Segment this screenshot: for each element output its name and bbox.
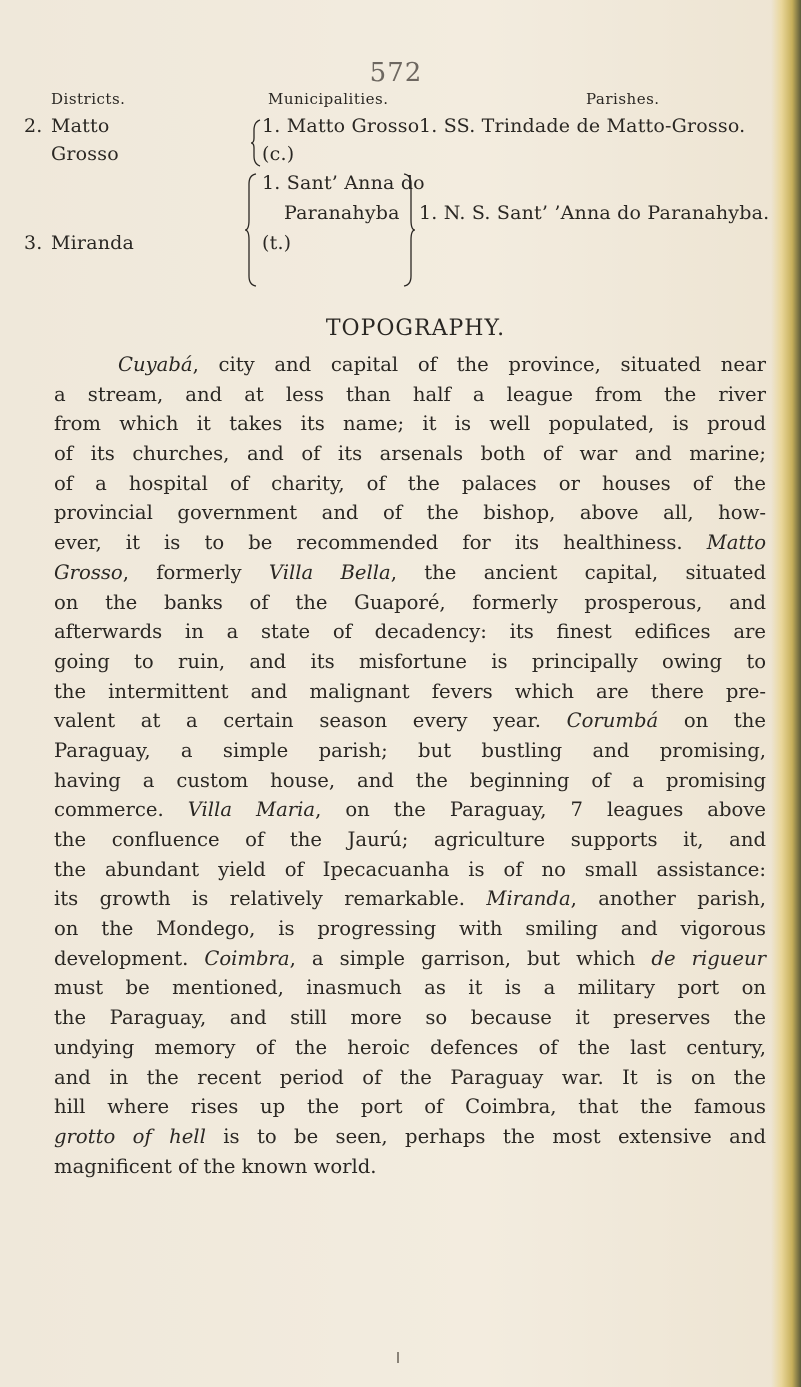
text-line: the abundant yield of Ipecacuanha is of no small assistance: [54, 857, 766, 881]
text-line: undying memory of the heroic defences of the last century, [54, 1035, 766, 1059]
body-paragraph: Cuyabá, city and capital of the province, situated near a stream, and at less than half a league from the river from which it takes its name; it is well populated, is proud of its churches, and of its arsenals both of war and marine; of a hospital of charity, of the palaces or houses of the provincial government and of the bishop, above all, how- ever, it is to be recommended for its healthiness. Matto Grosso, formerly Villa Bella, the ancient capital, situated on the banks of the Guaporé, formerly prosperous, and afterwards in a state of decadency: its finest edifices are going to ruin, and its misfortune is principally owing to the intermittent and malignant fevers which are there pre- valent at a certain season every year. Corumbá on the Paraguay, a simple parish; but bustling and promising, having a custom house, and the beginning of a promising commerce. Villa Maria, on the Paraguay, 7 leagues above the confluence of the Jaurú; agriculture supports it, and the abundant yield of Ipecacuanha is of no small assistance: its growth is relatively remarkable. Miranda, another parish, on the Mondego, is progressing with smiling and vigorous development. Coimbra, a simple garrison, but which de rigueur must be mentioned, inasmuch as it is a military port on the Paraguay, and still more so because it preserves the undying memory of the heroic defences of the last century, and in the recent period of the Paraguay war. It is on the hill where rises up the port of Coimbra, that the famous grotto of hell is to be seen, perhaps the most extensive and magnificent of the known world. [54, 350, 766, 1181]
text-line: afterwards in a state of decadency: its finest edifices are [54, 620, 766, 644]
row2-district: Miranda [51, 232, 135, 254]
place-matto: Matto [706, 531, 767, 555]
text-line: must be mentioned, inasmuch as it is a military port on [54, 976, 766, 1000]
header-parishes: Parishes. [586, 90, 660, 108]
place-miranda: Miranda [486, 887, 571, 911]
text-line: having a custom house, and the beginning of a promising [54, 768, 766, 792]
paper-speck [397, 1352, 399, 1363]
row1-municipality-line2: (c.) [262, 143, 295, 165]
place-villa-maria: Villa Maria [187, 798, 316, 822]
text-line: provincial government and of the bishop, above all, how- [54, 501, 766, 525]
place-cuyaba: Cuyabá [118, 353, 193, 376]
text-line: going to ruin, and its misfortune is principally owing to [54, 649, 766, 673]
place-corumba: Corumbá [566, 709, 659, 733]
text-line: hill where rises up the port of Coimbra, that the famous [54, 1095, 766, 1119]
place-coimbra: Coimbra [204, 946, 290, 970]
text-line: the Paraguay, and still more so because it preserves the [54, 1006, 766, 1030]
row1-district-line1: Matto [51, 115, 110, 137]
text-line: magnificent of the known world. [54, 1154, 377, 1178]
row1-municipality-line1: 1. Matto Grosso [262, 115, 420, 137]
row1-brace [250, 118, 262, 168]
text-line: Paraguay, a simple parish; but bustling and promising, [54, 738, 766, 762]
phrase-de-rigueur: de rigueur [651, 946, 766, 970]
row2-parish: 1. N. S. Sant’ ’Anna do Paranahyba. [419, 202, 770, 224]
row1-number: 2. [24, 115, 43, 137]
row2-left-brace [244, 172, 258, 288]
row2-municipality-line1: 1. Sant’ Anna do [262, 172, 425, 194]
header-municipalities: Municipalities. [268, 90, 389, 108]
text-line: on the Mondego, is progressing with smiling and vigorous [54, 917, 766, 941]
text-line: and in the recent period of the Paraguay war. It is on the [54, 1065, 766, 1089]
row1-parish: 1. SS. Trindade de Matto-Grosso. [419, 115, 746, 137]
place-grosso: Grosso [54, 560, 123, 584]
text-line: the confluence of the Jaurú; agriculture supports it, and [54, 828, 766, 851]
place-villa-bella: Villa Bella [268, 560, 391, 584]
row2-right-brace [402, 172, 416, 288]
row2-municipality-line3: (t.) [262, 232, 292, 254]
section-title: TOPOGRAPHY. [325, 316, 506, 341]
text-line: of its churches, and of its arsenals both of war and marine; [54, 442, 766, 466]
page-number: 572 [369, 58, 423, 88]
text-line: the intermittent and malignant fevers which are there pre- [54, 679, 766, 703]
page-edge-shadow [771, 0, 801, 1387]
text-line: of a hospital of charity, of the palaces or houses of the [54, 471, 766, 495]
text-line: from which it takes its name; it is well populated, is proud [54, 412, 766, 436]
text-line: a stream, and at less than half a league from the river [54, 382, 766, 406]
header-districts: Districts. [51, 90, 126, 108]
phrase-grotto-of-hell: grotto of hell [54, 1124, 206, 1148]
row2-number: 3. [24, 232, 43, 254]
row1-district-line2: Grosso [51, 143, 119, 165]
text-line: on the banks of the Guaporé, formerly prosperous, and [54, 590, 766, 614]
row2-municipality-line2: Paranahyba [284, 202, 400, 224]
